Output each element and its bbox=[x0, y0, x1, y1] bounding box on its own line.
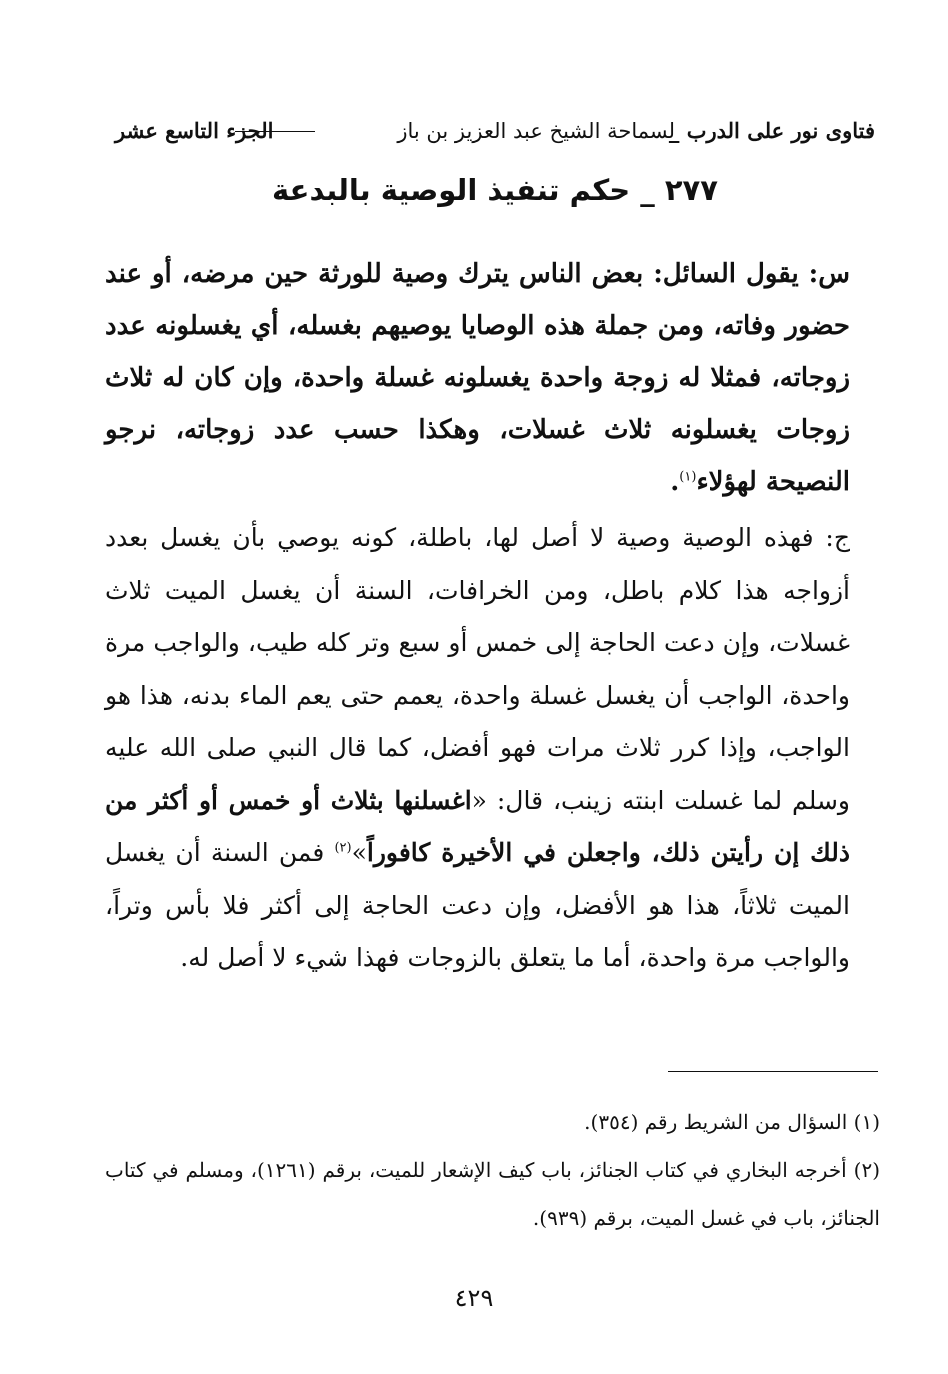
answer-paragraph bbox=[105, 512, 850, 985]
hadith-close-quote: » bbox=[351, 838, 367, 867]
answer-text-part1: ج: فهذه الوصية وصية لا أصل لها، باطلة، كونه يوصي بأن يغسل بعدد أزواجه هذا كلام باطل، ومن الخرافات، السنة أن يغسل الميت ثلاث غسلات، وإن دعت الحاجة إلى خمس أو سبع وتر كله طيب، والواجب مرة واحدة، الواجب أن يغسل غسلة واحدة، يعمم حتى يعم الماء بدنه، هذا هو الواجب، وإذا كرر ثلاث مرات فهو أفضل، كما قال النبي صلى الله عليه وسلم لما غسلت ابنته زينب، قال: « bbox=[105, 523, 850, 815]
answer-text-part2: فمن السنة أن يغسل الميت ثلاثاً، هذا هو الأفضل، وإن دعت الحاجة إلى أكثر فلا بأس وتراً، والواجب مرة واحدة، أما ما يتعلق بالزوجات فهذا شيء لا أصل له. bbox=[105, 838, 850, 972]
footnote-2: (٢) أخرجه البخاري في كتاب الجنائز، باب كيف الإشعار للميت، برقم (١٢٦١)، ومسلم في كتاب الجنائز، باب في غسل الميت، برقم (٩٣٩). bbox=[105, 1158, 880, 1230]
author-name: لسماحة الشيخ عبد العزيز بن باز bbox=[397, 119, 675, 143]
running-header bbox=[115, 114, 875, 148]
footnotes bbox=[105, 1098, 880, 1242]
volume-label: الجزء التاسع عشر bbox=[115, 118, 274, 143]
series-title: فتاوى نور على الدرب _ bbox=[668, 118, 875, 143]
footnote-separator bbox=[668, 1071, 878, 1072]
page-number: ٤٢٩ bbox=[454, 1284, 494, 1312]
hadith-quote: اغسلنها بثلاث أو خمس أو أكثر من ذلك إن رأيتن ذلك، واجعلن في الأخيرة كافوراً bbox=[105, 785, 850, 867]
answer-footnote-ref[interactable]: (٢) bbox=[334, 840, 352, 856]
question-paragraph bbox=[105, 248, 850, 508]
footnote-1: (١) السؤال من الشريط رقم (٣٥٤). bbox=[584, 1110, 880, 1134]
question-footnote-ref[interactable]: (١) bbox=[679, 469, 697, 485]
fatwa-title: ٢٧٧ _ حكم تنفيذ الوصية بالبدعة bbox=[272, 173, 718, 207]
question-text: س: يقول السائل: بعض الناس يترك وصية للورثة حين مرضه، أو عند حضور وفاته، ومن جملة هذه الوصايا يوصيهم بغسله، أي يغسلونه عدد زوجاته، فمثلا له زوجة واحدة يغسلونه غسلة واحدة، وإن كان له ثلاث زوجات يغسلونه ثلاث غسلات، وهكذا حسب عدد زوجاته، نرجو النصيحة لهؤلاء bbox=[105, 259, 850, 497]
question-end: . bbox=[670, 467, 680, 497]
